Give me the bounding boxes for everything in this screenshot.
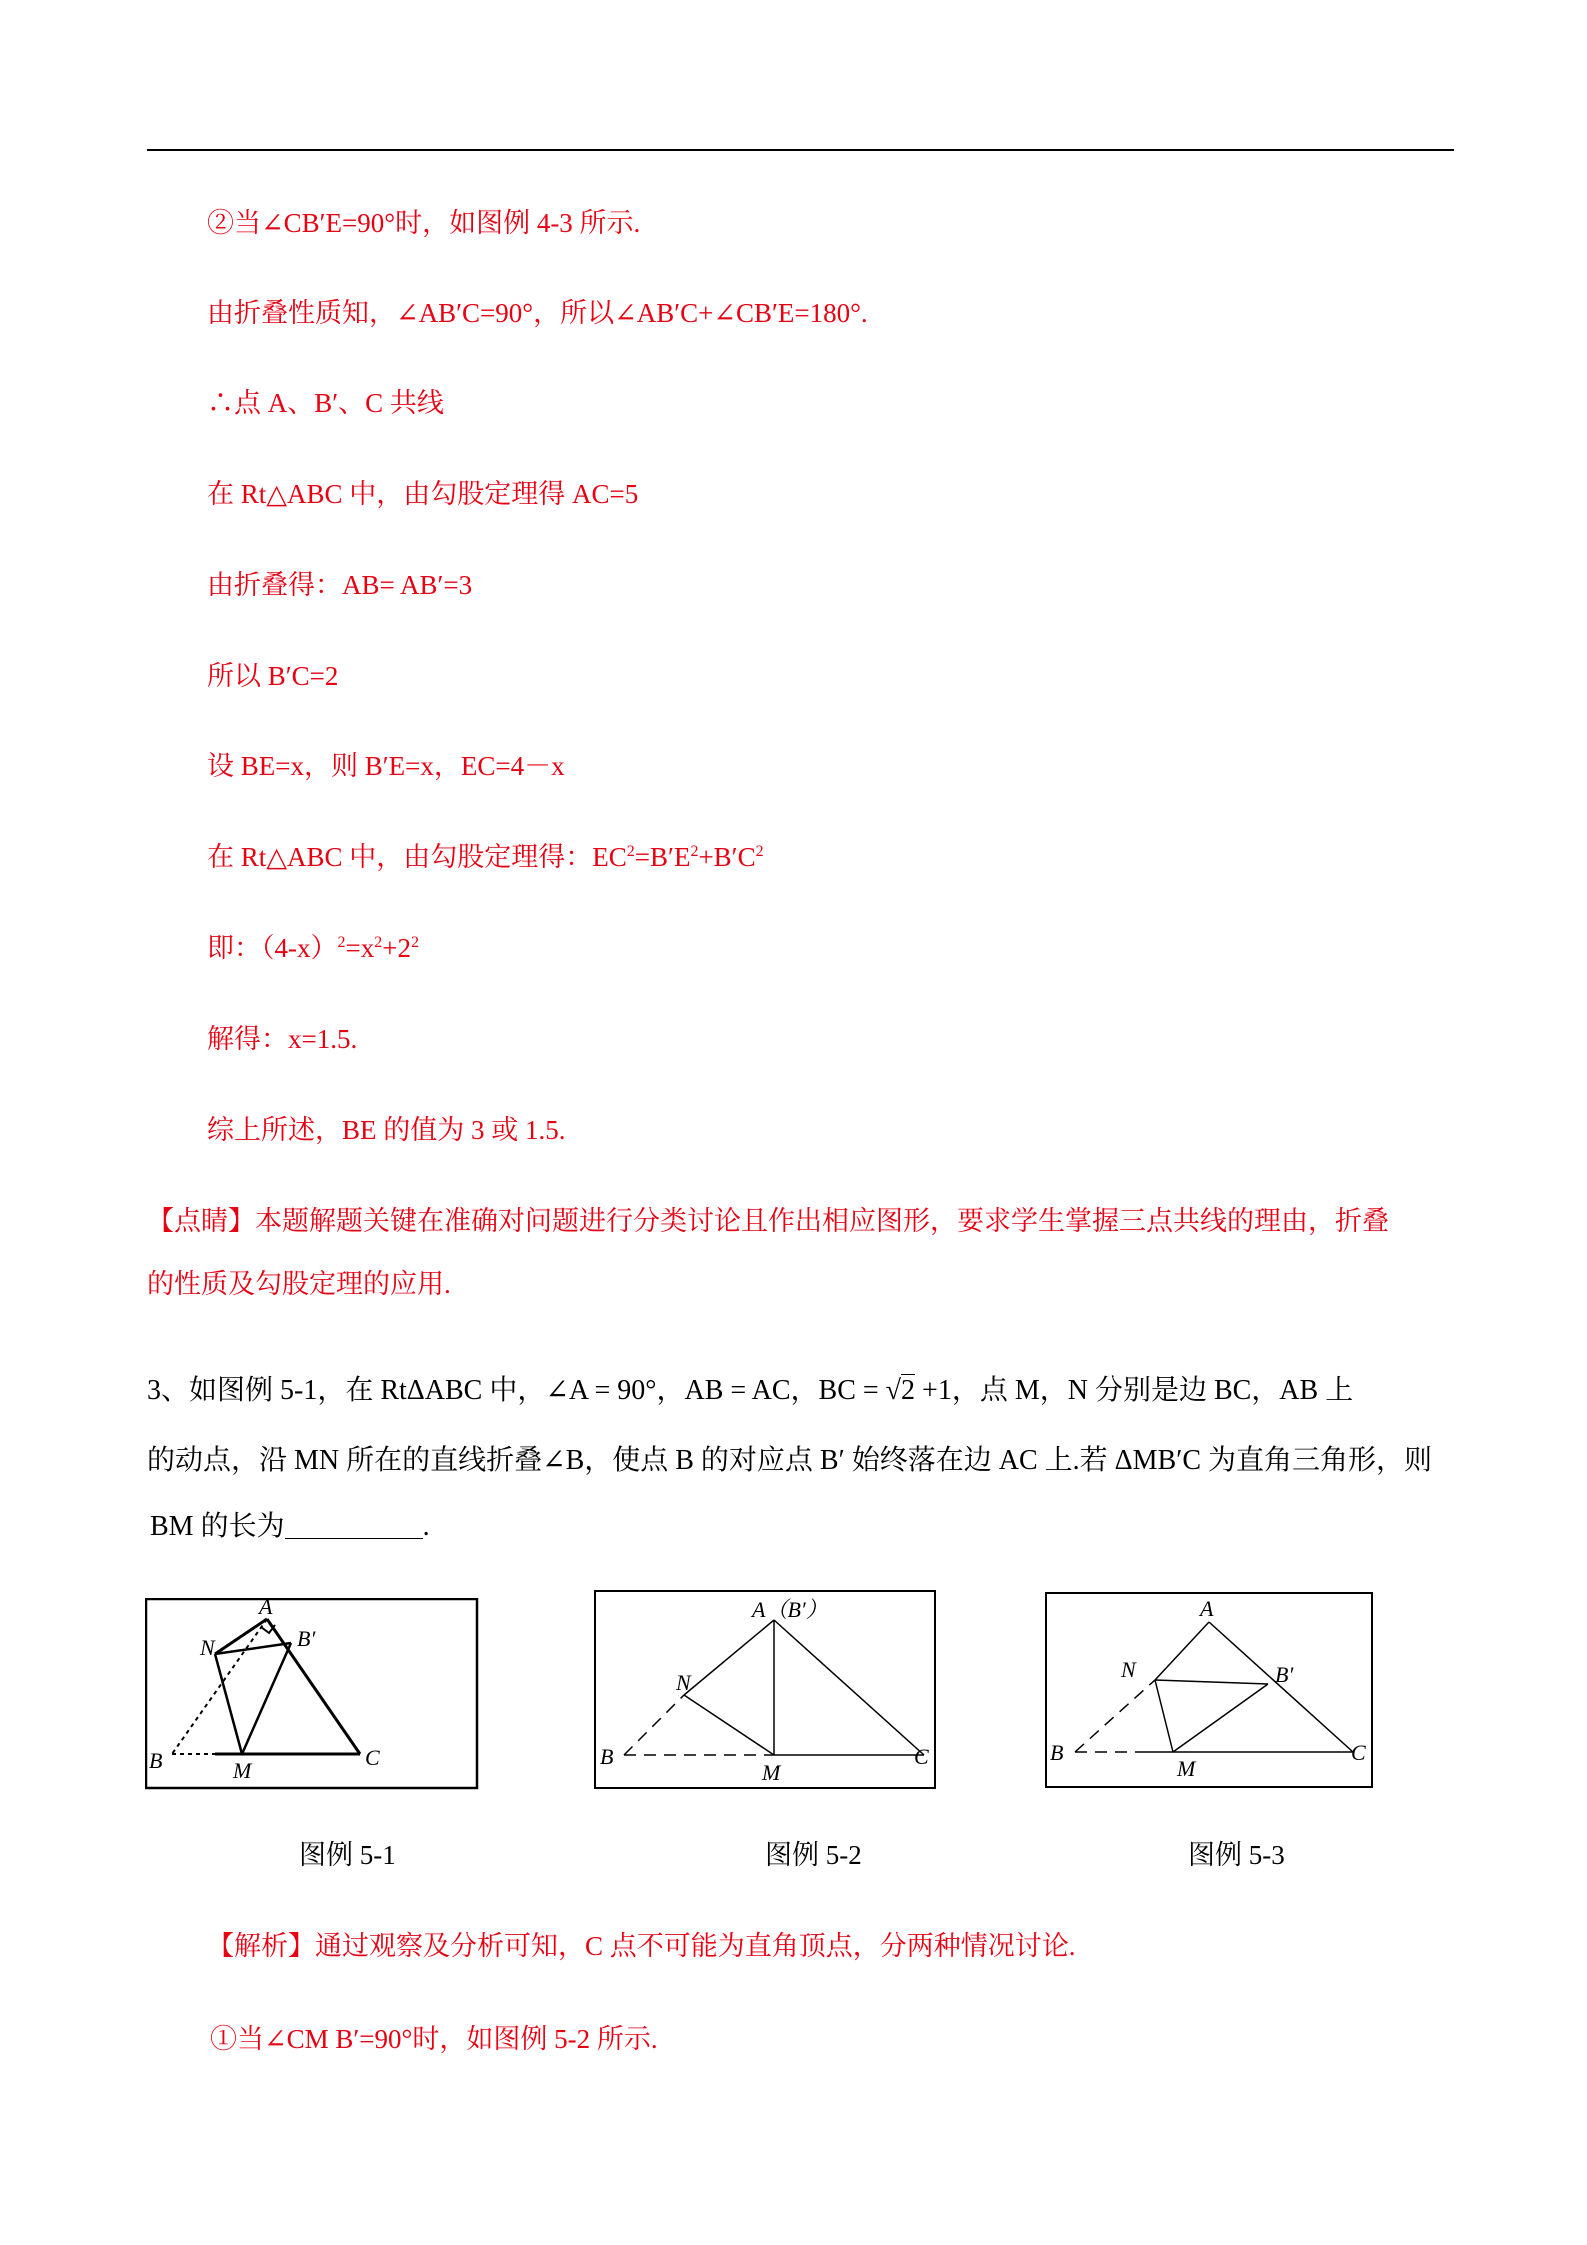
fig2-label-a: A（B′）	[752, 1597, 828, 1622]
figure-5-3	[1045, 1592, 1374, 1788]
fig2-label-b: B	[600, 1744, 614, 1769]
case2-line-7: 设 BE=x，则 B′E=x，EC=4－x	[207, 751, 565, 781]
l9-end: +2	[382, 933, 411, 963]
fig1-label-n: N	[200, 1635, 215, 1660]
caption-5-1: 图例 5-1	[299, 1840, 396, 1870]
p3-l1-b: +1，点 M，N 分别是边 BC，AB 上	[915, 1375, 1354, 1406]
problem3-line-2: 的动点，沿 MN 所在的直线折叠∠B，使点 B 的对应点 B′ 始终落在边 AC 上.若 ΔMB′C 为直角三角形，则	[147, 1445, 1433, 1476]
p3-l1-a: 3、如图例 5-1，在 RtΔABC 中，∠A = 90°，AB = AC，BC =	[147, 1375, 886, 1406]
caption-5-2: 图例 5-2	[765, 1840, 862, 1870]
problem3-line-1	[147, 1374, 1353, 1408]
case2-line-5: 由折叠得：AB= AB′=3	[207, 570, 473, 600]
l9-sup-3: 2	[410, 934, 419, 951]
l9-pre: 即：（4-x）	[207, 933, 338, 963]
fig3-label-c: C	[1351, 1740, 1366, 1765]
p3-sqrt-arg: 2	[901, 1375, 916, 1406]
p3-l3-a: BM 的长为	[150, 1511, 285, 1542]
l9-sup-1: 2	[337, 934, 346, 951]
fig1-label-b: B	[149, 1748, 163, 1773]
fig3-label-a: A	[1200, 1596, 1214, 1621]
comment-line-1: 【点睛】本题解题关键在准确对问题进行分类讨论且作出相应图形，要求学生掌握三点共线的理由，折叠	[147, 1206, 1389, 1236]
solution-line-1: 【解析】通过观察及分析可知，C 点不可能为直角顶点，分两种情况讨论.	[207, 1931, 1076, 1961]
l8-p1: =B′E	[634, 842, 691, 872]
fig3-label-n: N	[1121, 1657, 1136, 1682]
l9-mid: =x	[345, 933, 375, 963]
fig3-label-m: M	[1177, 1756, 1196, 1781]
l8-p2: +B′C	[698, 842, 756, 872]
fig1-label-a: A	[259, 1598, 273, 1619]
case2-line-1: ②当∠CB′E=90°时，如图例 4-3 所示.	[207, 208, 641, 238]
l8-sup-1: 2	[626, 843, 635, 860]
l8-sup-3: 2	[755, 843, 764, 860]
l9-sup-2: 2	[374, 934, 383, 951]
l8-sup-2: 2	[690, 843, 699, 860]
p3-l3-b: .	[422, 1511, 430, 1542]
l8-pre: 在 Rt△ABC 中，由勾股定理得：EC	[207, 842, 627, 872]
case2-line-4: 在 Rt△ABC 中，由勾股定理得 AC=5	[207, 479, 639, 509]
comment-line-2: 的性质及勾股定理的应用.	[147, 1269, 451, 1299]
fig3-label-bp: B′	[1275, 1662, 1294, 1687]
fig3-label-b: B	[1050, 1740, 1064, 1765]
header-rule	[147, 149, 1454, 151]
figure-5-2	[594, 1590, 937, 1790]
case2-line-11: 综上所述，BE 的值为 3 或 1.5.	[207, 1115, 566, 1145]
fig1-label-m: M	[233, 1758, 252, 1783]
fig2-label-n: N	[676, 1670, 691, 1695]
case2-line-8	[207, 840, 764, 874]
case2-line-10: 解得：x=1.5.	[207, 1024, 358, 1054]
fig1-label-bp: B′	[297, 1626, 316, 1651]
problem3-line-3	[147, 1510, 430, 1544]
figure-5-1	[145, 1598, 479, 1790]
case2-line-3: ∴点 A、B′、C 共线	[207, 388, 444, 418]
fig2-label-m: M	[762, 1760, 781, 1785]
sqrt-sign: √	[885, 1375, 902, 1406]
case2-line-9	[207, 931, 419, 965]
caption-5-3: 图例 5-3	[1188, 1840, 1285, 1870]
fig2-label-c: C	[914, 1744, 929, 1769]
fig1-label-c: C	[365, 1745, 380, 1770]
case2-line-6: 所以 B′C=2	[207, 661, 339, 691]
case2-line-2: 由折叠性质知，∠AB′C=90°，所以∠AB′C+∠CB′E=180°.	[207, 298, 868, 328]
solution-line-2: ①当∠CM B′=90°时，如图例 5-2 所示.	[210, 2024, 658, 2054]
answer-blank	[285, 1512, 423, 1539]
